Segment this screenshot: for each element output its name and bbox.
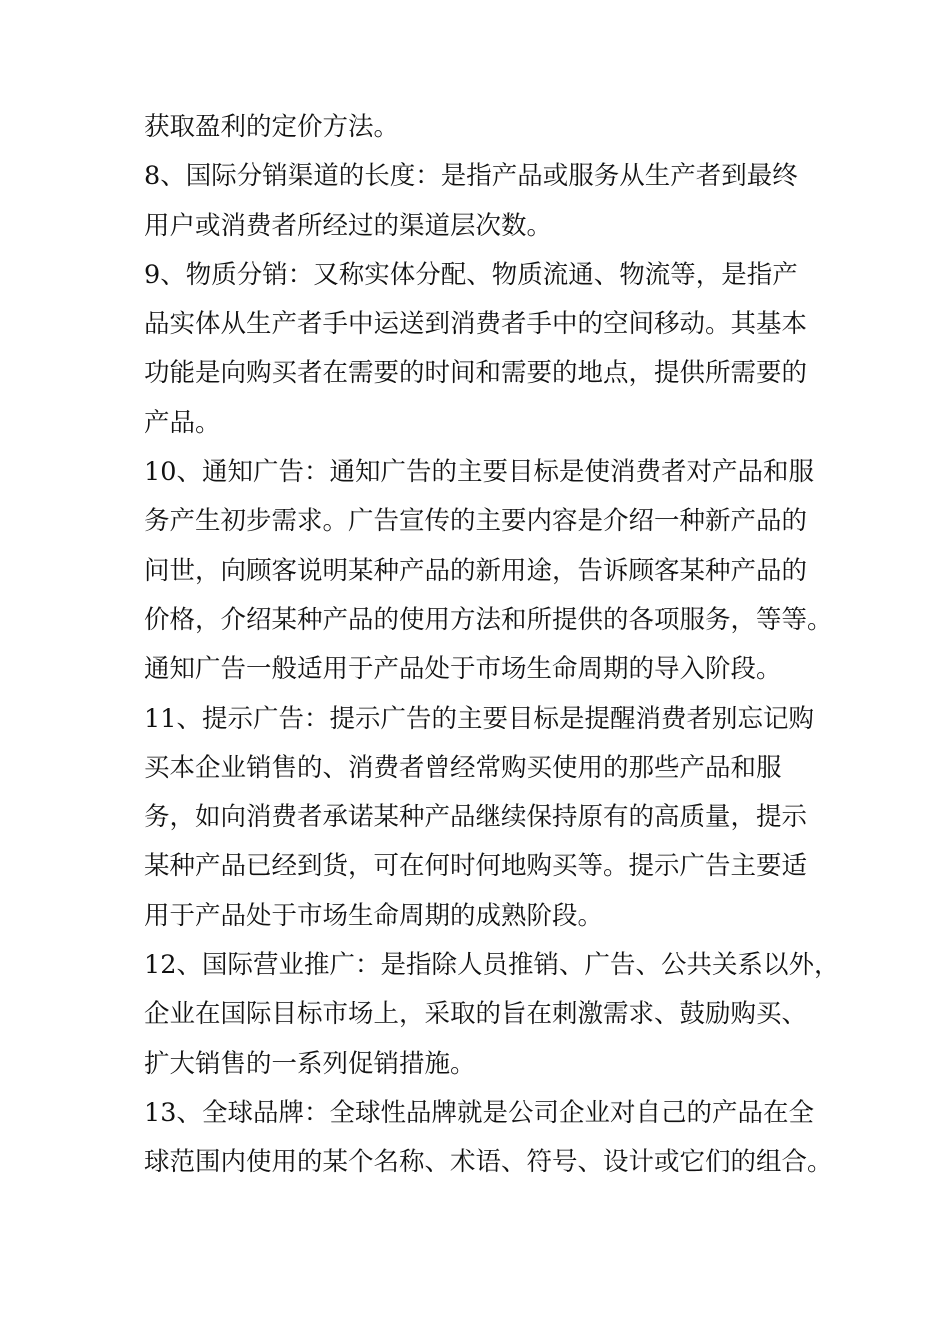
- text-line: 务产生初步需求。广告宣传的主要内容是介绍一种新产品的: [144, 506, 808, 537]
- text-line: 9、物质分销：又称实体分配、物质流通、物流等，是指产: [144, 259, 798, 290]
- text-line: 获取盈利的定价方法。: [144, 112, 400, 142]
- text-line: 8、国际分销渠道的长度：是指产品或服务从生产者到最终: [144, 161, 798, 192]
- text-line: 扩大销售的一系列促销措施。: [144, 1048, 476, 1079]
- text-line: 通知广告一般适用于产品处于市场生命周期的导入阶段。: [144, 654, 782, 685]
- text-line: 12、国际营业推广：是指除人员推销、广告、公共关系以外，: [144, 950, 840, 981]
- document-body: [144, 103, 840, 1188]
- text-line: 10、通知广告：通知广告的主要目标是使消费者对产品和服: [144, 457, 814, 488]
- text-line: 问世，向顾客说明某种产品的新用途，告诉顾客某种产品的: [144, 555, 808, 586]
- text-line: 企业在国际目标市场上，采取的旨在刺激需求、鼓励购买、: [144, 999, 808, 1030]
- text-line: 价格，介绍某种产品的使用方法和所提供的各项服务，等等。: [144, 604, 833, 635]
- text-line: 务，如向消费者承诺某种产品继续保持原有的高质量，提示: [144, 802, 808, 833]
- text-line: 某种产品已经到货，可在何时何地购买等。提示广告主要适: [144, 851, 808, 882]
- text-line: 买本企业销售的、消费者曾经常购买使用的那些产品和服: [144, 752, 782, 783]
- text-line: 球范围内使用的某个名称、术语、符号、设计或它们的组合。: [144, 1147, 833, 1178]
- text-line: 品实体从生产者手中运送到消费者手中的空间移动。其基本: [144, 309, 808, 340]
- text-line: 功能是向购买者在需要的时间和需要的地点，提供所需要的: [144, 358, 808, 389]
- text-line: 用于产品处于市场生命周期的成熟阶段。: [144, 900, 604, 931]
- text-line: 产品。: [144, 407, 221, 438]
- text-line: 11、提示广告：提示广告的主要目标是提醒消费者别忘记购: [144, 703, 814, 734]
- text-line: 用户或消费者所经过的渠道层次数。: [144, 210, 553, 241]
- text-line: 13、全球品牌：全球性品牌就是公司企业对自己的产品在全: [144, 1097, 814, 1128]
